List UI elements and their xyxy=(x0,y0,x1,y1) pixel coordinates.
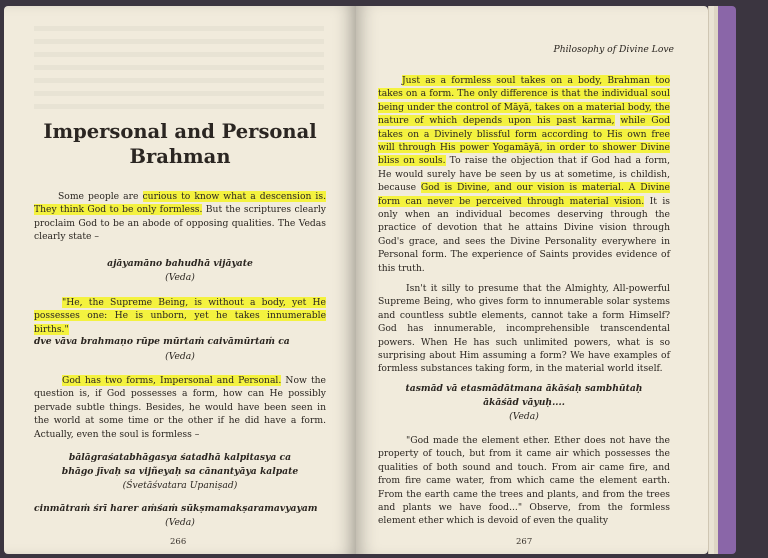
verse-4: cinmātraṁ śrī harer aṁśaṁ sūkṣmamakṣaramavyayam xyxy=(34,503,318,514)
chapter-title-line1: Impersonal and Personal xyxy=(43,120,317,143)
chapter-title-line2: Brahman xyxy=(129,145,231,168)
show-through-text xyxy=(34,26,324,111)
highlighted-text: God is Divine, and our vision is material. A Divine form can never be perceived through material vision. xyxy=(378,182,670,207)
verse-1-source: (Veda) xyxy=(165,272,195,283)
paragraph-2-rest: Now the question is, if God possesses a form, how can He possibly pervade subtle things. Besides, he would have been seen in the world at some time or the other if he did have a form. Actually, even the soul is formless – xyxy=(34,375,326,440)
right-page xyxy=(356,6,708,554)
verse-2: dve vāva brahmaṇo rūpe mūrtaṁ caivāmūrtaṁ ca xyxy=(34,336,290,347)
quote-1 xyxy=(34,296,326,336)
paragraph-1-text: Some people are xyxy=(58,191,143,202)
book-cover-edge xyxy=(718,6,736,554)
running-head: Philosophy of Divine Love xyxy=(553,44,674,55)
page-number-left: 266 xyxy=(170,537,187,547)
highlighted-text: God has two forms, Impersonal and Personal. xyxy=(62,375,282,386)
paragraph-1-text: To raise the objection that if God had a form, He would surely have be seen by us at sometime, is childish, because xyxy=(378,155,670,194)
highlighted-text: Just as a formless soul takes on a body, Brahman too takes on a form. The only difference is that the individual soul being under the control of Māyā, takes on a material body, the nature of which depends upon his past karma, xyxy=(378,75,670,127)
left-page xyxy=(4,6,356,554)
open-book xyxy=(4,6,764,554)
highlighted-text: curious to know what a descension is. They think God to be only formless. xyxy=(34,191,326,216)
verse-4-source: (Veda) xyxy=(165,517,195,528)
paragraph-1-rest: It is only when an individual becomes deserving through the practice of devotion that he attains Divine vision through God's grace, and sees the Divine Personality everywhere in Personal form. The experience of Saints provides evidence of this truth. xyxy=(378,195,670,274)
paragraph-1 xyxy=(34,190,326,244)
verse-line1: tasmād vā etasmādātmana ākāśaḥ sambhūtaḥ xyxy=(405,383,643,394)
highlighted-text: while God takes on a Divinely blissful form according to His own free will through His power Yogamāyā, in order to shower Divine bliss on souls. xyxy=(378,115,670,167)
paragraph-3: "God made the element ether. Ether does not have the property of touch, but from it came air which possesses the qualities of both sound and touch. From air came fire, and from fire came water, from which came the element earth. From the earth came the trees and plants, and from the trees and plants we have food..." Observe, from the formless element ether which is devoid of even the quality xyxy=(378,435,670,527)
highlighted-quote: "He, the Supreme Being, is without a body, yet He possesses one: He is unborn, yet he takes innumerable births." xyxy=(34,297,326,335)
paragraph-2: Isn't it silly to presume that the Almighty, All-powerful Supreme Being, who gives form to innumerable solar systems and countless subtle elements, cannot take a form Himself? God has innumerable, incomprehensible transcendental powers. When He has such unlimited powers, what is so surprising about Him assuming a form? We have examples of formless substances taking form, in the material world itself. xyxy=(378,283,670,375)
verse-3-source: (Śvetāśvatara Upaniṣad) xyxy=(122,480,238,491)
verse-3-line2: bhāgo jīvaḥ sa vijñeyaḥ sa cānantyāya kalpate xyxy=(61,466,299,477)
verse-source: (Veda) xyxy=(509,411,539,422)
paragraph-2 xyxy=(34,374,326,441)
verse-1: ajāyamāno bahudhā vijāyate xyxy=(107,258,253,269)
paragraph-1-rest: But the scriptures clearly proclaim God to be an abode of opposing qualities. The Vedas clearly state – xyxy=(34,204,326,243)
verse-line2: ākāśād vāyuḥ.... xyxy=(483,397,565,408)
verse-2-source: (Veda) xyxy=(165,351,195,362)
chapter-title xyxy=(34,119,326,169)
verse-3-line1: bālāgraśatabhāgasya śatadhā kalpitasya ca xyxy=(68,452,292,463)
page-number-right: 267 xyxy=(516,537,533,547)
paragraph-1 xyxy=(378,74,670,275)
